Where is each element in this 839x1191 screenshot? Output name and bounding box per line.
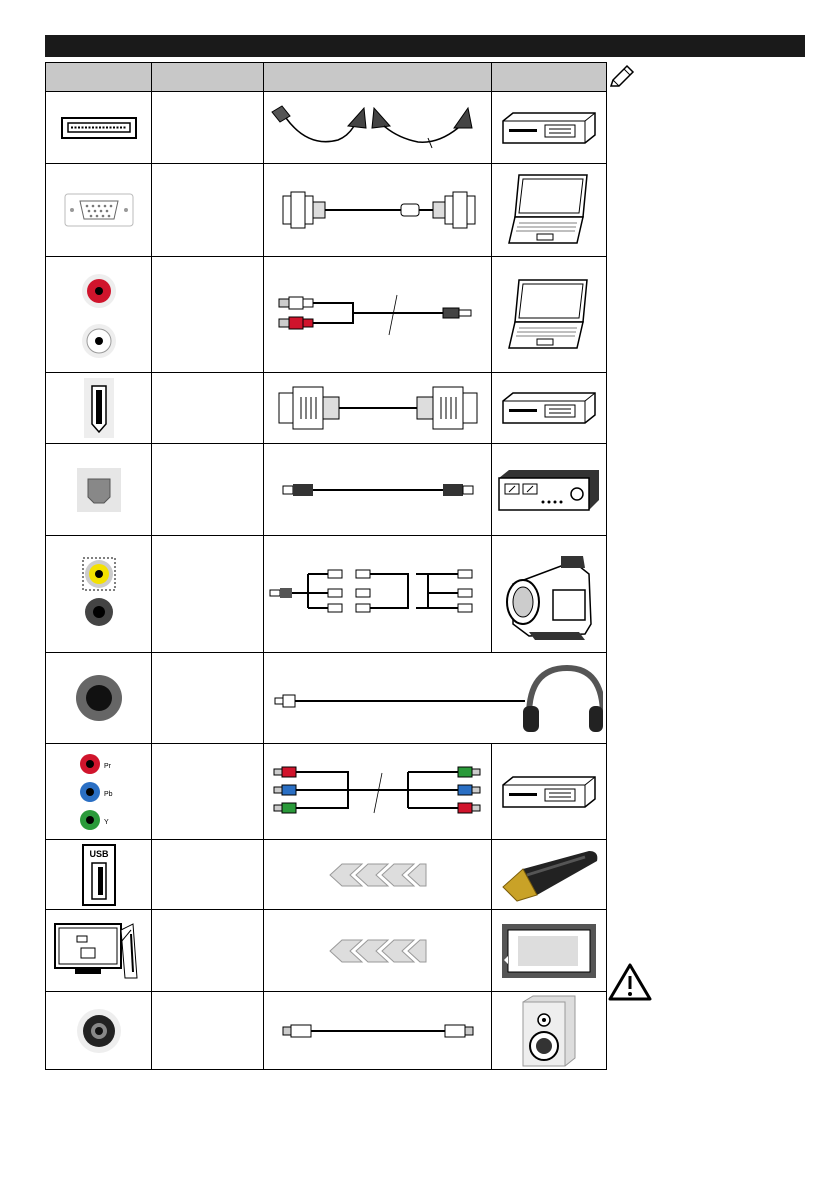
usb-label: USB: [88, 848, 109, 859]
column-header-type: [152, 63, 264, 92]
type-cell: [152, 444, 264, 536]
dvd-player-device-icon: [492, 92, 607, 164]
warning-icon: [607, 962, 653, 1007]
hdmi-cable-icon: [264, 373, 492, 444]
rca-cable-icon: [264, 992, 492, 1070]
section-title-bar: [45, 35, 805, 57]
type-cell: [152, 92, 264, 164]
y-label: Y: [103, 818, 109, 826]
optical-cable-icon: [264, 444, 492, 536]
usb-socket-icon: [46, 840, 152, 910]
table-row: [46, 744, 607, 840]
column-header-device: [492, 63, 607, 92]
connections-table: [45, 62, 607, 1070]
vga-socket-icon: [46, 164, 152, 257]
table-header-row: [46, 63, 607, 92]
subwoofer-socket-icon: [46, 992, 152, 1070]
usb-stick-device-icon: [492, 840, 607, 910]
column-header-cables: [264, 63, 492, 92]
type-cell: [152, 744, 264, 840]
table-row: [46, 444, 607, 536]
pb-label: Pb: [103, 790, 113, 798]
scart-socket-icon: [46, 92, 152, 164]
headphone-cable-icon: [264, 653, 607, 744]
hdmi-socket-icon: [46, 373, 152, 444]
table-row: [46, 653, 607, 744]
type-cell: [152, 164, 264, 257]
laptop-device-icon: [492, 164, 607, 257]
laptop-device-icon: [492, 257, 607, 373]
headphone-socket-icon: [46, 653, 152, 744]
table-row: [46, 373, 607, 444]
table-row: [46, 92, 607, 164]
table-row: [46, 536, 607, 653]
vga-cable-icon: [264, 164, 492, 257]
type-cell: [152, 992, 264, 1070]
av-input-sockets-icon: [46, 536, 152, 653]
dvd-player-device-icon: [492, 373, 607, 444]
audio-lr-sockets-icon: [46, 257, 152, 373]
amplifier-device-icon: [492, 444, 607, 536]
type-cell: [152, 653, 264, 744]
pr-label: Pr: [103, 762, 111, 770]
insert-arrows-icon: [264, 910, 492, 992]
camcorder-device-icon: [492, 536, 607, 653]
type-cell: [152, 257, 264, 373]
type-cell: [152, 910, 264, 992]
scart-cable-icon: [264, 92, 492, 164]
table-row: [46, 992, 607, 1070]
component-sockets-icon: [46, 744, 152, 840]
insert-arrows-icon: [264, 840, 492, 910]
av-cable-icon: [264, 536, 492, 653]
table-row: [46, 910, 607, 992]
dvd-player-device-icon: [492, 744, 607, 840]
subwoofer-device-icon: [492, 992, 607, 1070]
type-cell: [152, 373, 264, 444]
column-header-connector: [46, 63, 152, 92]
note-pencil-icon: [607, 64, 635, 95]
component-cable-icon: [264, 744, 492, 840]
ci-module-device-icon: [492, 910, 607, 992]
ci-slot-tv-icon: [46, 910, 152, 992]
type-cell: [152, 840, 264, 910]
type-cell: [152, 536, 264, 653]
table-row: [46, 840, 607, 910]
table-row: [46, 164, 607, 257]
spdif-optical-socket-icon: [46, 444, 152, 536]
rca-to-minijack-cable-icon: [264, 257, 492, 373]
table-row: [46, 257, 607, 373]
